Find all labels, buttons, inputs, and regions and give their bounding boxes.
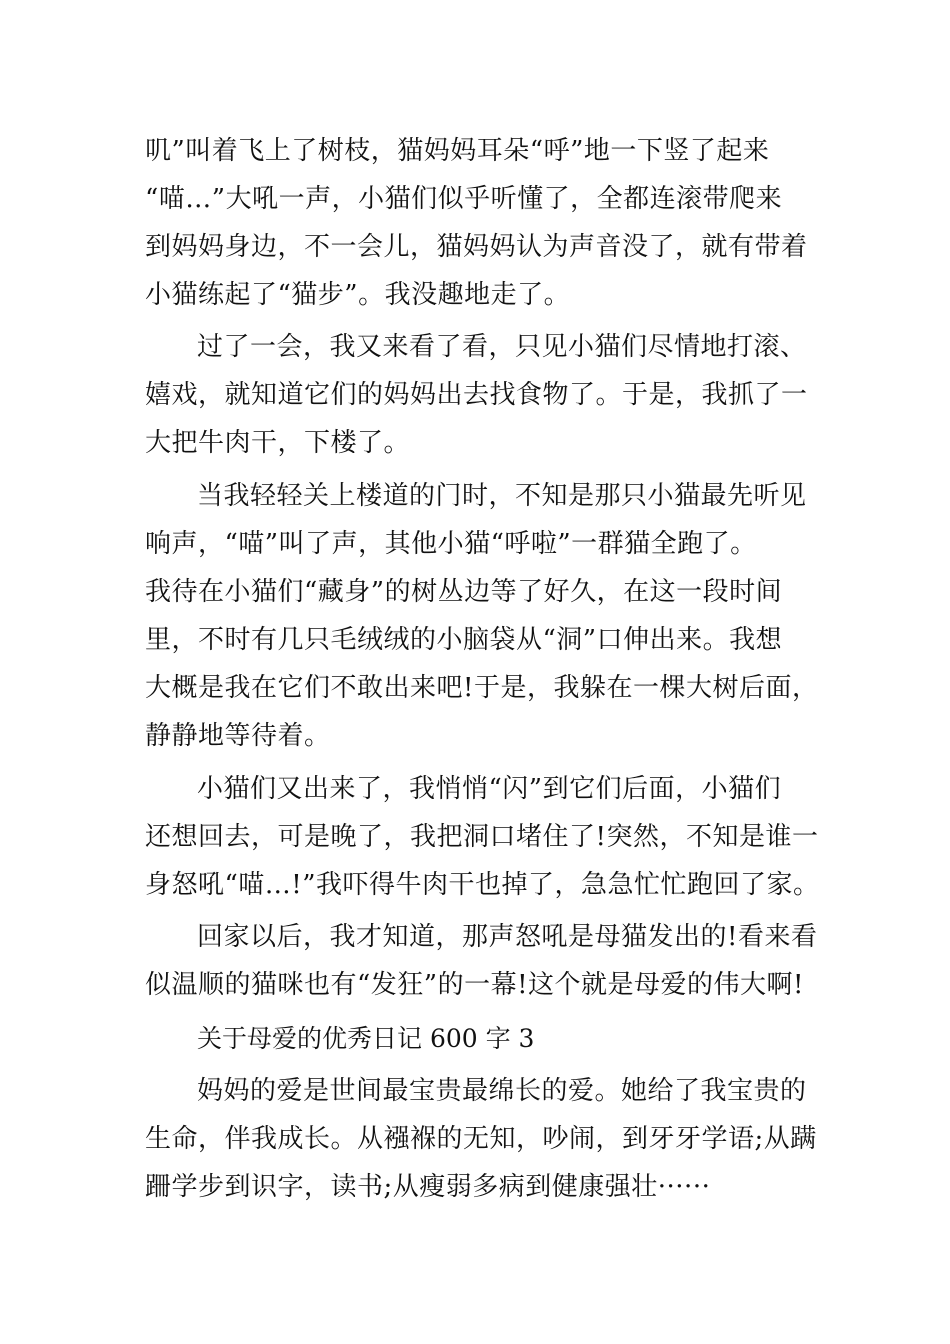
text-line: 嬉戏，就知道它们的妈妈出去找食物了。于是，我抓了一 [145,380,808,410]
text-line: 里，不时有几只毛绒绒的小脑袋从“洞”口伸出来。我想 [145,625,783,655]
text-line: 小猫练起了“猫步”。我没趣地走了。 [145,280,571,310]
paragraph-first-line: 当我轻轻关上楼道的门时，不知是那只小猫最先听见 [197,481,807,511]
text-line: 叽”叫着飞上了树枝，猫妈妈耳朵“呼”地一下竖了起来 [145,136,770,166]
paragraph-first-line: 回家以后，我才知道，那声怒吼是母猫发出的!看来看 [197,922,818,952]
text-line: 大把牛肉干，下楼了。 [145,428,411,458]
text-line: 似温顺的猫咪也有“发狂”的一幕!这个就是母爱的伟大啊! [145,970,804,1000]
text-line: 还想回去，可是晚了，我把洞口堵住了!突然，不知是谁一 [145,822,819,852]
text-line: 生命，伴我成长。从襁褓的无知，吵闹，到牙牙学语;从蹒 [145,1124,817,1154]
text-line: 身怒吼“喵…!”我吓得牛肉干也掉了，急急忙忙跑回了家。 [145,870,820,900]
paragraph-first-line: 小猫们又出来了，我悄悄“闪”到它们后面，小猫们 [197,774,782,804]
text-line: 到妈妈身边，不一会儿，猫妈妈认为声音没了，就有带着 [145,232,808,262]
paragraph-first-line: 过了一会，我又来看了看，只见小猫们尽情地打滚、 [197,332,807,362]
text-line: 响声，“喵”叫了声，其他小猫“呼啦”一群猫全跑了。 [145,529,757,559]
text-line: 跚学步到识字，读书;从瘦弱多病到健康强壮······ [145,1172,711,1202]
paragraph-first-line: 妈妈的爱是世间最宝贵最绵长的爱。她给了我宝贵的 [197,1076,807,1106]
section-heading: 关于母爱的优秀日记 600 字 3 [197,1024,535,1053]
text-line: 我待在小猫们“藏身”的树丛边等了好久，在这一段时间 [145,577,783,607]
text-line: 静静地等待着。 [145,721,331,751]
text-line: 大概是我在它们不敢出来吧!于是，我躲在一棵大树后面， [145,673,819,703]
text-line: “喵…”大吼一声，小猫们似乎听懂了，全都连滚带爬来 [145,184,783,214]
